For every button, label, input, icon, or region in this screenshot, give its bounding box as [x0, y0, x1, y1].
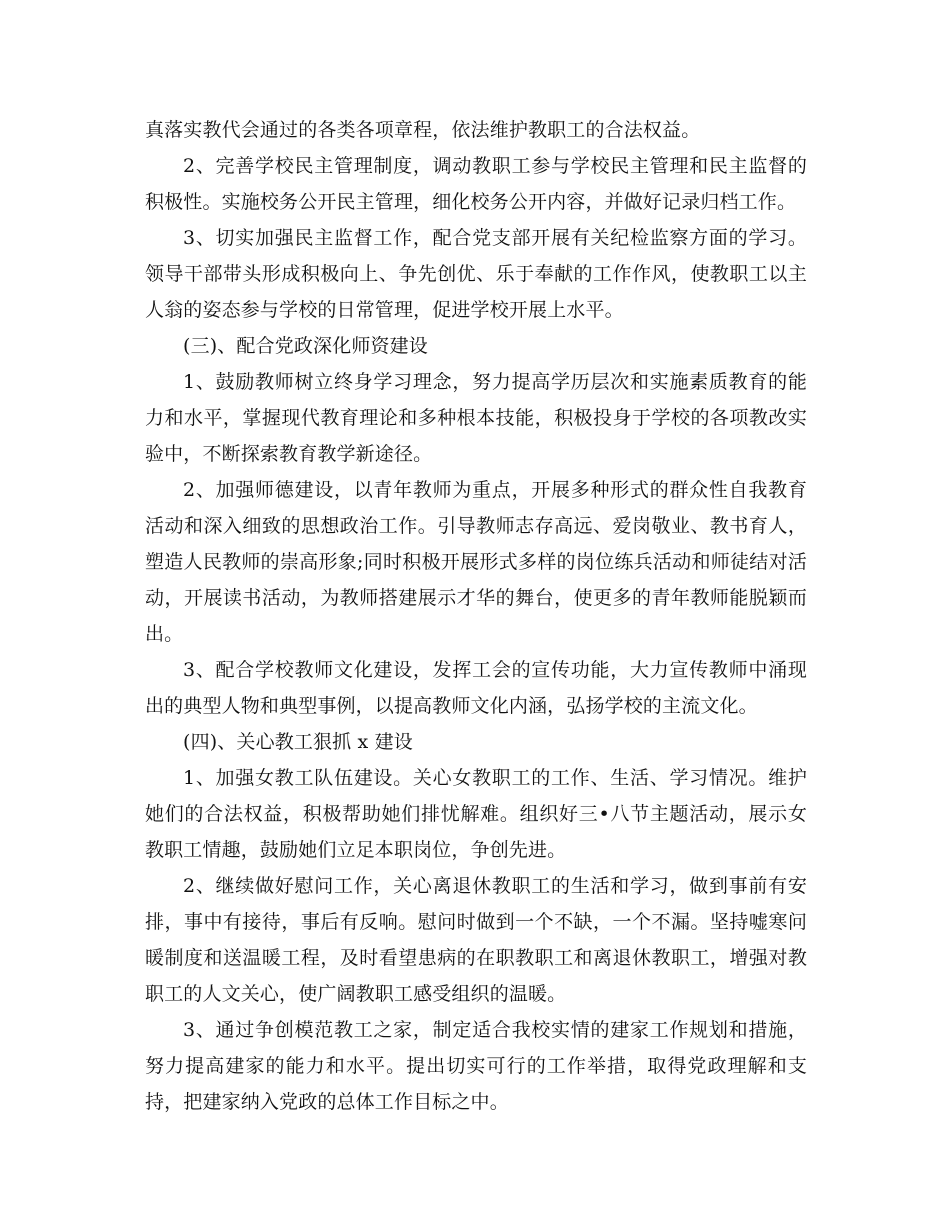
- paragraph-item-2-democratic-management: 2、完善学校民主管理制度，调动教职工参与学校民主管理和民主监督的积极性。实施校务公开民主管理，细化校务公开内容，并做好记录归档工作。: [145, 155, 807, 213]
- paragraph-item-3-democratic-supervision: 3、切实加强民主监督工作，配合党支部开展有关纪检监察方面的学习。领导干部带头形成积极向上、争先创优、乐于奉献的工作作风，使教职工以主人翁的姿态参与学校的日常管理，促进学校开展上水平。: [145, 227, 807, 321]
- paragraph-item-1-female-staff: 1、加强女教工队伍建设。关心女教职工的工作、生活、学习情况。维护她们的合法权益，积极帮助她们排忧解难。组织好三•八节主题活动，展示女教职工情趣，鼓励她们立足本职岗位，争创先进。: [145, 767, 807, 861]
- paragraph-item-3-teacher-culture: 3、配合学校教师文化建设，发挥工会的宣传功能，大力宣传教师中涌现出的典型人物和典型事例，以提高教师文化内涵，弘扬学校的主流文化。: [145, 659, 807, 717]
- document-body: [145, 112, 807, 1120]
- paragraph-item-3-model-home: 3、通过争创模范教工之家，制定适合我校实情的建家工作规划和措施，努力提高建家的能力和水平。提出切实可行的工作举措，取得党政理解和支持，把建家纳入党政的总体工作目标之中。: [145, 1019, 807, 1113]
- paragraph-item-1-lifelong-learning: 1、鼓励教师树立终身学习理念，努力提高学历层次和实施素质教育的能力和水平，掌握现代教育理论和多种根本技能，积极投身于学校的各项教改实验中，不断探索教育教学新途径。: [145, 371, 807, 465]
- paragraph-item-2-condolence-work: 2、继续做好慰问工作，关心离退休教职工的生活和学习，做到事前有安排，事中有接待，事后有反响。慰问时做到一个不缺，一个不漏。坚持嘘寒问暖制度和送温暖工程，及时看望患病的在职教职工和离退休教职工，增强对教职工的人文关心，使广阔教职工感受组织的温暖。: [145, 875, 807, 1005]
- paragraph-item-2-teacher-ethics: 2、加强师德建设，以青年教师为重点，开展多种形式的群众性自我教育活动和深入细致的思想政治工作。引导教师志存高远、爱岗敬业、教书育人，塑造人民教师的崇高形象;同时积极开展形式多样的岗位练兵活动和师徒结对活动，开展读书活动，为教师搭建展示才华的舞台，使更多的青年教师能脱颖而出。: [145, 479, 807, 645]
- paragraph-continuation: 真落实教代会通过的各类各项章程，依法维护教职工的合法权益。: [145, 119, 701, 141]
- section-heading-4: (四)、关心教工狠抓 x 建设: [183, 731, 413, 753]
- section-heading-3: (三)、配合党政深化师资建设: [183, 335, 428, 357]
